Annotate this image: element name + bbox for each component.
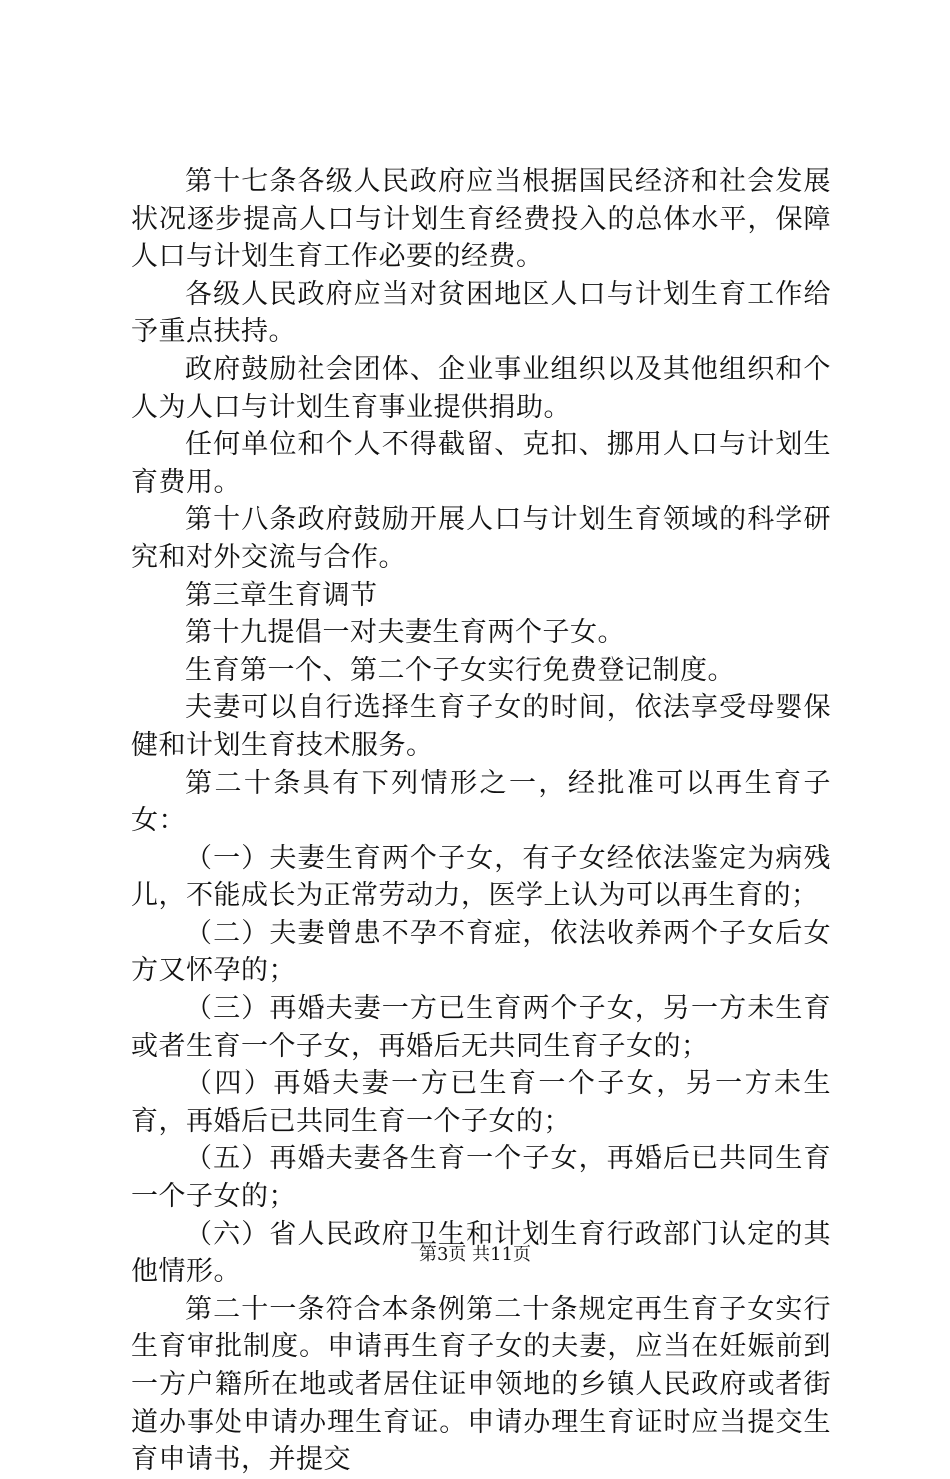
paragraph-article-17: 第十七条各级人民政府应当根据国民经济和社会发展状况逐步提高人口与计划生育经费投入的总体水平，保障人口与计划生育工作必要的经费。 [131,166,831,273]
list-item-1: （一）夫妻生育两个子女，有子女经依法鉴定为病残儿，不能成长为正常劳动力，医学上认为可以再生育的； [131,842,831,912]
paragraph-free-registration: 生育第一个、第二个子女实行免费登记制度。 [185,654,735,686]
list-item-6: （六）省人民政府卫生和计划生育行政部门认定的其他情形。 [131,1218,831,1288]
chapter-heading: 第三章生育调节 [185,579,378,611]
paragraph-donations: 政府鼓励社会团体、企业事业组织以及其他组织和个人为人口与计划生育事业提供捐助。 [131,353,831,423]
document-body [131,163,831,1479]
paragraph-article-19: 第十九提倡一对夫妻生育两个子女。 [185,617,625,649]
paragraph-article-21: 第二十一条符合本条例第二十条规定再生育子女实行生育审批制度。申请再生育子女的夫妻，应当在妊娠前到一方户籍所在地或者居住证申领地的乡镇人民政府或者街道办事处申请办理生育证。申请办理生育证时应当提交生育申请书，并提交 [131,1293,831,1476]
list-item-3: （三）再婚夫妻一方已生育两个子女，另一方未生育或者生育一个子女，再婚后无共同生育子女的； [131,993,831,1062]
list-item-2: （二）夫妻曾患不孕不育症，依法收养两个子女后女方又怀孕的； [131,917,831,987]
page-footer: 第3页 共11页 [418,1244,532,1265]
list-item-5: （五）再婚夫妻各生育一个子女，再婚后已共同生育一个子女的； [131,1143,831,1213]
paragraph-article-18: 第十八条政府鼓励开展人口与计划生育领域的科学研究和对外交流与合作。 [131,504,831,573]
paragraph-no-misappropriation: 任何单位和个人不得截留、克扣、挪用人口与计划生育费用。 [131,429,831,498]
paragraph-timing-choice: 夫妻可以自行选择生育子女的时间，依法享受母婴保健和计划生育技术服务。 [131,692,831,761]
list-item-4: （四）再婚夫妻一方已生育一个子女，另一方未生育，再婚后已共同生育一个子女的； [131,1068,831,1137]
paragraph-poverty-support: 各级人民政府应当对贫困地区人口与计划生育工作给予重点扶持。 [131,278,831,348]
paragraph-article-20: 第二十条具有下列情形之一，经批准可以再生育子女： [131,767,831,837]
